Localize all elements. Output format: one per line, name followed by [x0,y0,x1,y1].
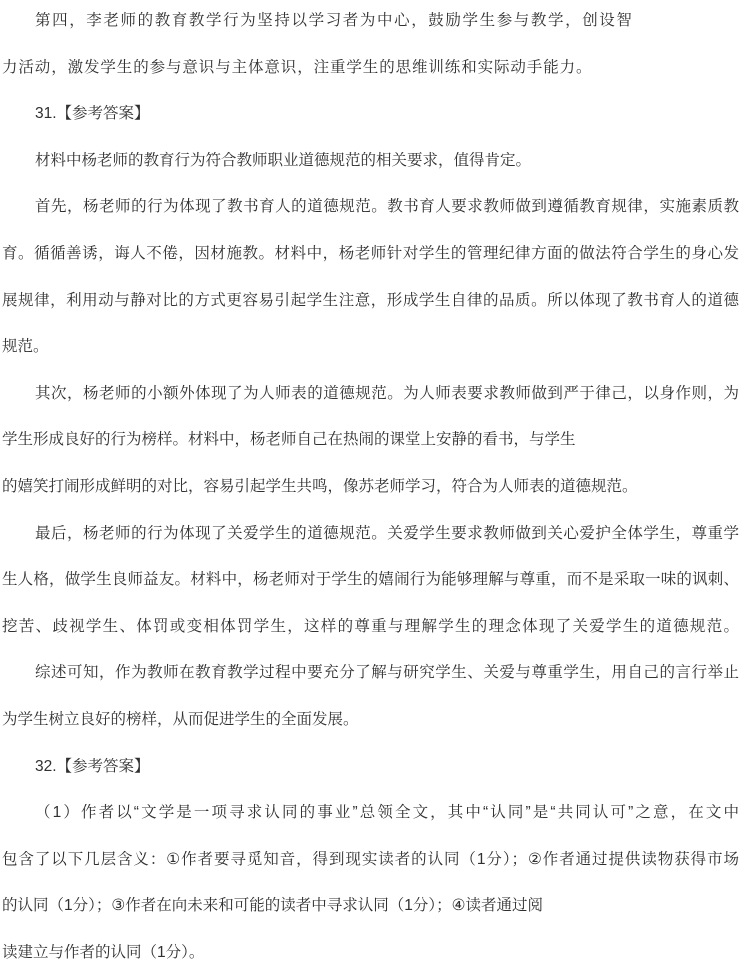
answer-31-line: 为学生树立良好的榜样，从而促进学生的全面发展。 [2,710,359,728]
answer-31-line: 综述可知，作为教师在教育教学过程中要充分了解与研究学生、关爱与尊重学生，用自己的言行举止 [35,664,739,682]
intro-line: 第四，李老师的教育教学行为坚持以学习者为中心，鼓励学生参与教学，创设智 [35,12,634,29]
answer-31-line: 生人格，做学生良师益友。材料中，杨老师对于学生的嬉闹行为能够理解与尊重，而不是采取一味的讽刺、 [2,571,739,589]
answer-31-heading: 31.【参考答案】 [35,105,150,123]
answer-31-line: 的嬉笑打闹形成鲜明的对比，容易引起学生共鸣，像苏老师学习，符合为人师表的道德规范。 [2,477,638,495]
answer-31-line: 规范。 [2,338,49,356]
answer-31-line: 学生形成良好的行为榜样。材料中，杨老师自己在热闹的课堂上安静的看书，与学生 [2,431,576,449]
answer-31-line: 其次，杨老师的小额外体现了为人师表的道德规范。为人师表要求教师做到严于律己，以身作则，为 [35,384,739,402]
answer-32-heading: 32.【参考答案】 [35,757,150,775]
answer-32-line: （1）作者以“文学是一项寻求认同的事业”总领全文，其中“认同”是“共同认可”之意，在文中 [35,804,739,822]
answer-31-line: 首先，杨老师的行为体现了教书育人的道德规范。教书育人要求教师做到遵循教育规律，实施素质教 [35,198,739,216]
answer-31-line: 挖苦、歧视学生、体罚或变相体罚学生，这样的尊重与理解学生的理念体现了关爱学生的道德规范。 [2,617,739,635]
answer-32-line: 包含了以下几层含义：①作者要寻觅知音，得到现实读者的认同（1分）；②作者通过提供读物获得市场 [2,850,739,868]
answer-32-line: 读建立与作者的认同（1分）。 [2,943,205,961]
answer-31-line: 育。循循善诱，诲人不倦，因材施教。材料中，杨老师针对学生的管理纪律方面的做法符合学生的身心发 [2,244,739,262]
intro-line: 力活动，激发学生的参与意识与主体意识，注重学生的思维训练和实际动手能力。 [2,58,593,76]
answer-32-line: 的认同（1分）；③作者在向未来和可能的读者中寻求认同（1分）；④读者通过阅 [2,897,544,915]
answer-31-line: 展规律，利用动与静对比的方式更容易引起学生注意，形成学生自律的品质。所以体现了教书育人的道德 [2,291,739,309]
answer-31-line: 材料中杨老师的教育行为符合教师职业道德规范的相关要求，值得肯定。 [35,151,532,169]
answer-31-line: 最后，杨老师的行为体现了关爱学生的道德规范。关爱学生要求教师做到关心爱护全体学生，尊重学 [35,524,739,542]
